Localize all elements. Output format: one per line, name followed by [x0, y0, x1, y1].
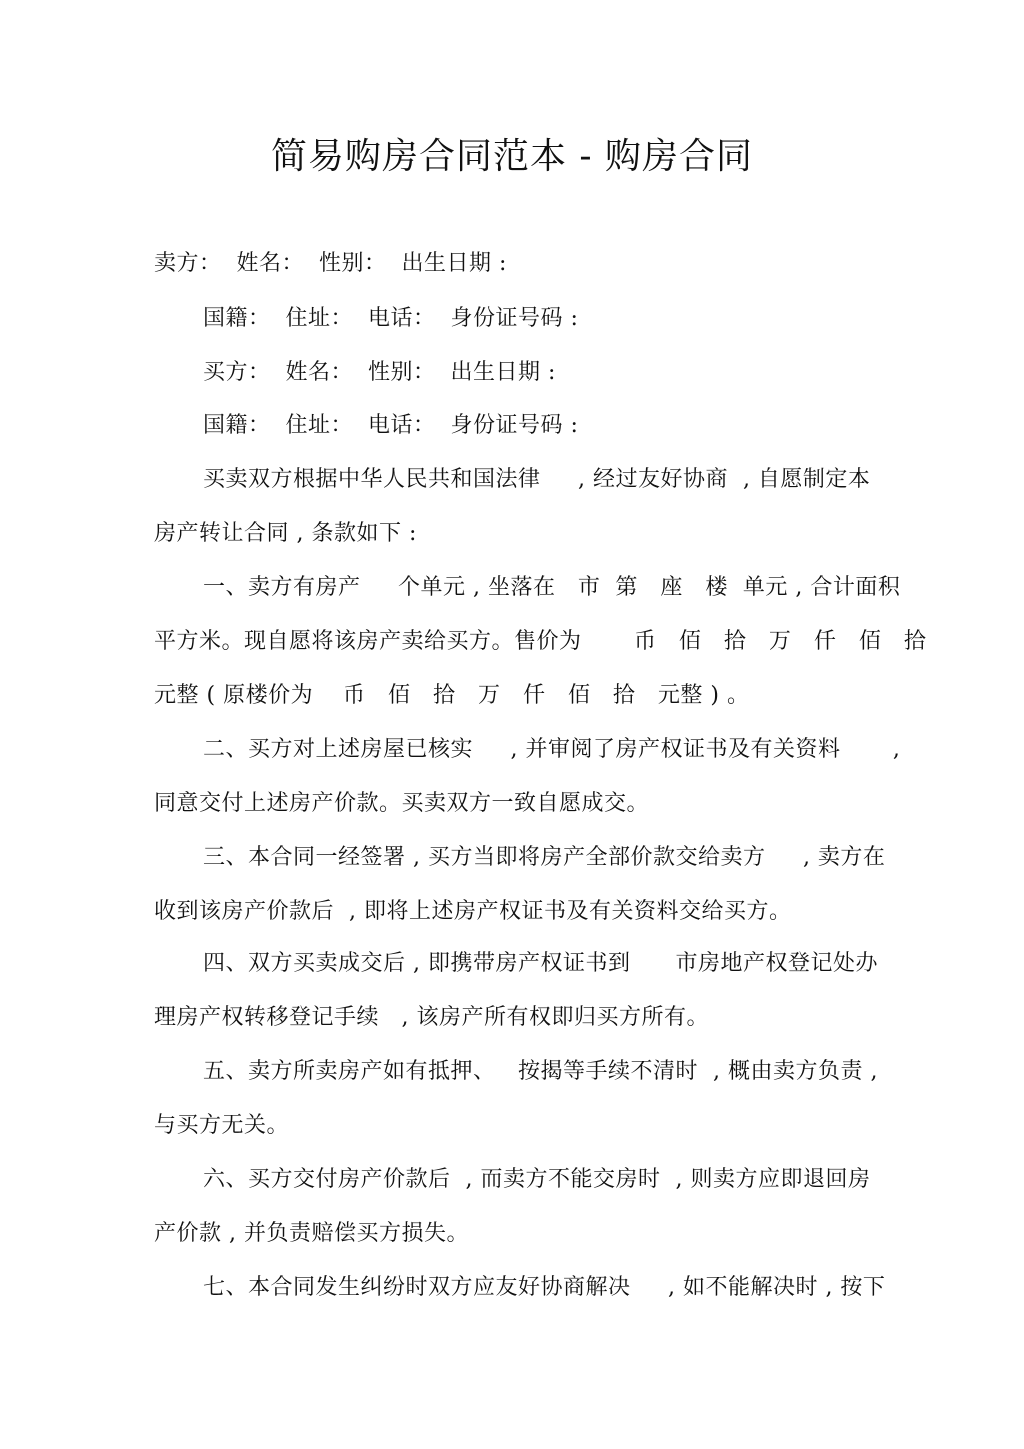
clause-7-line-1: 七、本合同发生纠纷时双方应友好协商解决 , 如不能解决时 , 按下 [203, 1275, 886, 1300]
clause-1-line-3: 元整 ( 原楼价为 币 佰 拾 万 仟 佰 拾 元整 ) 。 [154, 683, 750, 708]
clause-5-line-1: 五、卖方所卖房产如有抵押、 按揭等手续不清时 , 概由卖方负责 , [203, 1059, 878, 1084]
clause-1-line-2: 平方米。现自愿将该房产卖给买方。售价为 币 佰 拾 万 仟 佰 拾 [154, 629, 927, 654]
clause-6-line-2: 产价款 , 并负责赔偿买方损失。 [154, 1221, 469, 1246]
preamble-line-1: 买卖双方根据中华人民共和国法律 , 经过友好协商 , 自愿制定本 [203, 467, 871, 492]
clause-1-line-1: 一、卖方有房产 个单元 , 坐落在 市 第 座 楼 单元 , 合计面积 [203, 575, 901, 600]
buyer-line-2: 国籍： 住址： 电话： 身份证号码 : [203, 413, 579, 438]
seller-line-1: 卖方： 姓名： 性别： 出生日期 : [154, 251, 507, 276]
clause-4-line-2: 理房产权转移登记手续 , 该房产所有权即归买方所有。 [154, 1005, 709, 1030]
clause-3-line-2: 收到该房产价款后 , 即将上述房产权证书及有关资料交给买方。 [154, 899, 792, 924]
clause-6-line-1: 六、买方交付房产价款后 , 而卖方不能交房时 , 则卖方应即退回房 [203, 1167, 871, 1192]
clause-5-line-2: 与买方无关。 [154, 1113, 290, 1138]
buyer-line-1: 买方： 姓名： 性别： 出生日期 : [203, 360, 556, 385]
seller-line-2: 国籍： 住址： 电话： 身份证号码 : [203, 306, 579, 331]
document-title: 简易购房合同范本 - 购房合同 [270, 136, 754, 177]
clause-3-line-1: 三、本合同一经签署 , 买方当即将房产全部价款交给卖方 , 卖方在 [203, 845, 886, 870]
preamble-line-2: 房产转让合同 , 条款如下 : [154, 521, 417, 546]
clause-2-line-2: 同意交付上述房产价款。买卖双方一致自愿成交。 [154, 791, 650, 816]
clause-2-line-1: 二、买方对上述房屋已核实 , 并审阅了房产权证书及有关资料 , [203, 737, 901, 762]
clause-4-line-1: 四、双方买卖成交后 , 即携带房产权证书到 市房地产权登记处办 [203, 951, 878, 976]
